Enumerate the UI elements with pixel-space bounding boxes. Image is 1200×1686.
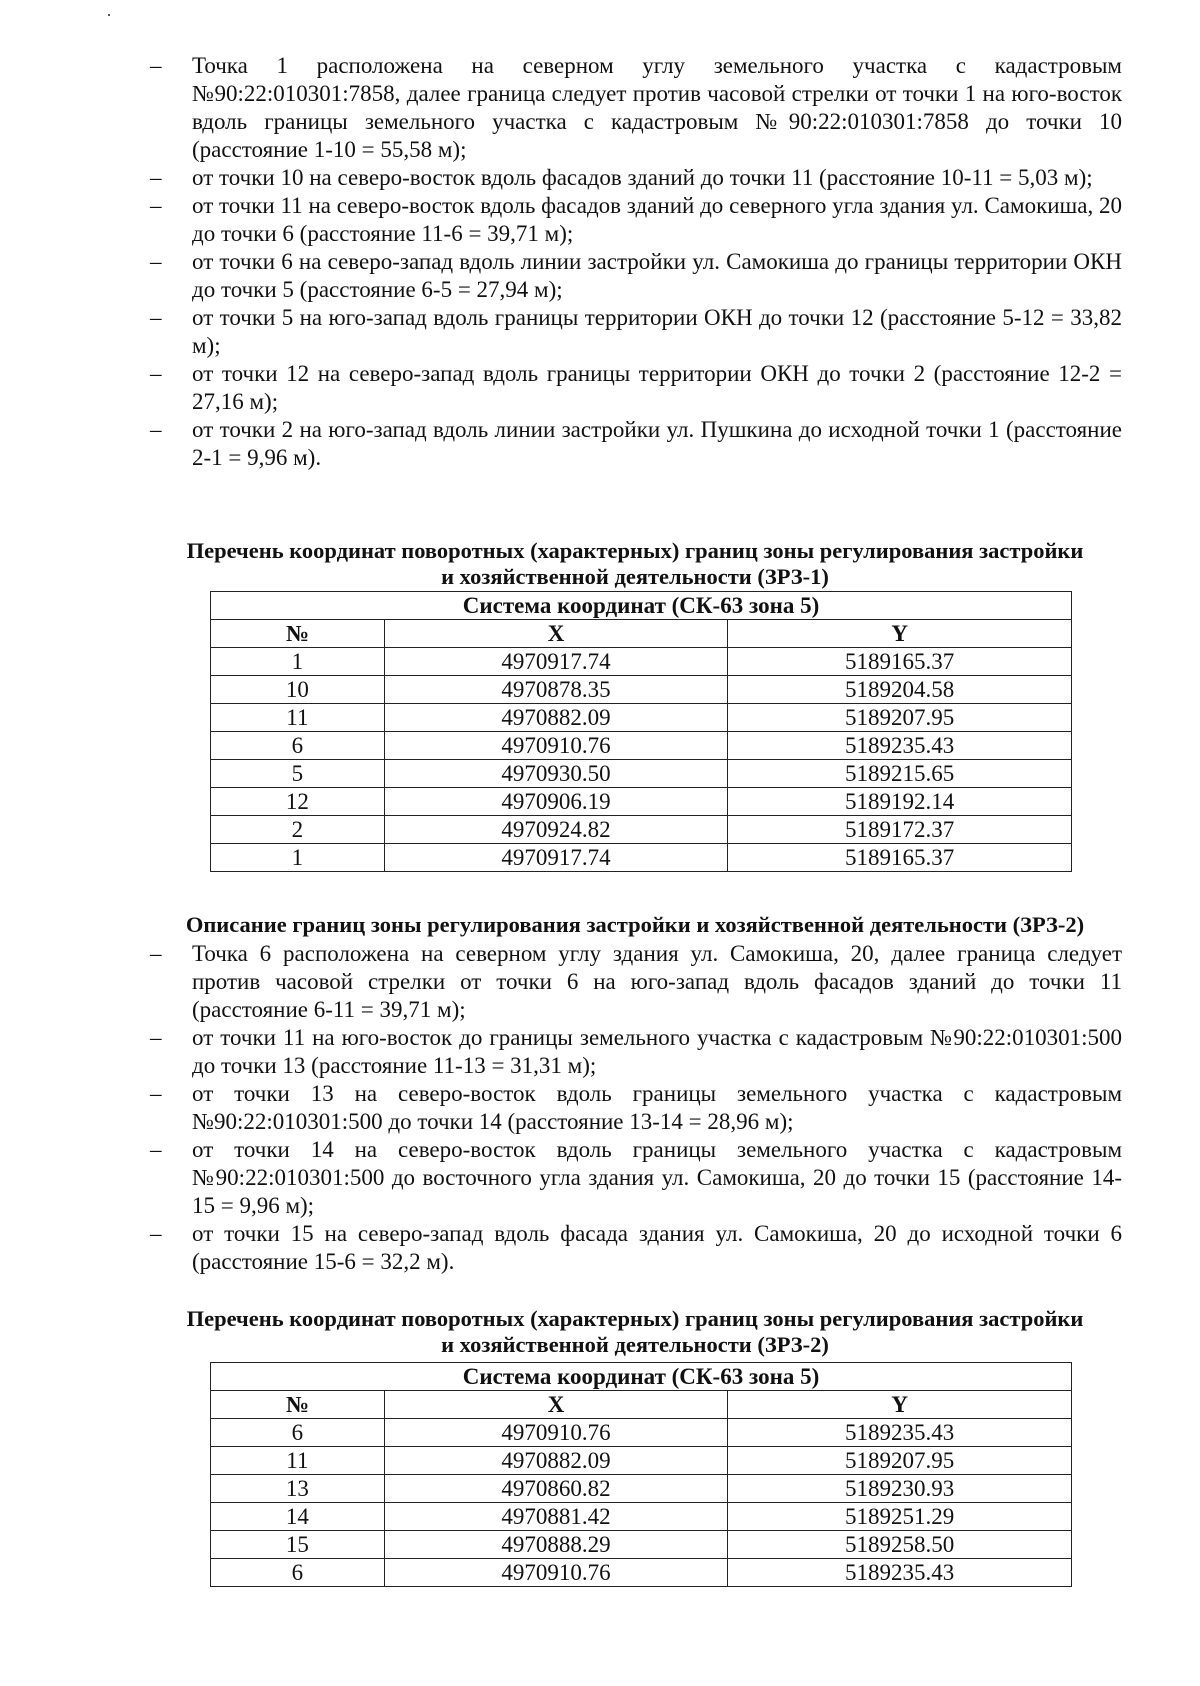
table-row xyxy=(211,788,1072,816)
cell-x: 4970910.76 xyxy=(384,1419,728,1447)
col-header-y: Y xyxy=(728,1391,1072,1419)
table2-heading-line2: и хозяйственной деятельности (ЗРЗ-2) xyxy=(441,1332,829,1357)
cell-x: 4970917.74 xyxy=(384,648,728,676)
table-row xyxy=(211,1475,1072,1503)
table-row xyxy=(211,1531,1072,1559)
cell-y: 5189207.95 xyxy=(728,704,1072,732)
coordinate-system-header: Система координат (СК-63 зона 5) xyxy=(211,1363,1072,1391)
cell-number: 11 xyxy=(211,1447,385,1475)
list-item: – Точка 1 расположена на северном углу земельного участка с кадастровым №90:22:010301:7858, далее граница следует против часовой стрелки от точки 1 на юго-восток вдоль границы земельного участка с кадастровым №90:22:010301:7858 до точки 10 (расстояние 1-10 = 55,58 м); xyxy=(150,53,1122,162)
list-item: – от точки 14 на северо-восток вдоль границы земельного участка с кадастровым №90:22:010301:500 до восточного угла здания ул. Самокиша, 20 до точки 15 (расстояние 14-15 = 9,96 м); xyxy=(150,1137,1122,1218)
cell-number: 13 xyxy=(211,1475,385,1503)
list-item: – от точки 15 на северо-запад вдоль фасада здания ул. Самокиша, 20 до исходной точки 6 (расстояние 15-6 = 32,2 м). xyxy=(150,1221,1122,1274)
list-item: – от точки 5 на юго-запад вдоль границы территории ОКН до точки 12 (расстояние 5-12 = 33,82 м); xyxy=(150,305,1122,358)
cell-number: 11 xyxy=(211,704,385,732)
cell-number: 1 xyxy=(211,648,385,676)
section-heading: Описание границ зоны регулирования застройки и хозяйственной деятельности (ЗРЗ-2) xyxy=(185,912,1085,937)
table-row xyxy=(211,676,1072,704)
table-row xyxy=(211,704,1072,732)
table-row xyxy=(211,648,1072,676)
cell-x: 4970878.35 xyxy=(384,676,728,704)
list-item-text: от точки 15 на северо-запад вдоль фасада здания ул. Самокиша, 20 до исходной точки 6 (расстояние 15-6 = 32,2 м). xyxy=(192,1221,1122,1274)
table1-heading-line2: и хозяйственной деятельности (ЗРЗ-1) xyxy=(441,564,829,589)
cell-x: 4970882.09 xyxy=(384,704,728,732)
list-item: – от точки 10 на северо-восток вдоль фасадов зданий до точки 11 (расстояние 10-11 = 5,03 м); xyxy=(150,164,1122,192)
table-row xyxy=(211,1419,1072,1447)
zrz2-boundary-description xyxy=(150,940,1122,1276)
cell-x: 4970881.42 xyxy=(384,1503,728,1531)
cell-y: 5189165.37 xyxy=(728,844,1072,872)
cell-number: 12 xyxy=(211,788,385,816)
table2-heading xyxy=(140,1306,1130,1358)
list-item-text: от точки 5 на юго-запад вдоль границы территории ОКН до точки 12 (расстояние 5-12 = 33,82 м); xyxy=(192,305,1122,358)
coordinate-system-header: Система координат (СК-63 зона 5) xyxy=(211,592,1072,620)
cell-y: 5189215.65 xyxy=(728,760,1072,788)
cell-number: 1 xyxy=(211,844,385,872)
list-item: – от точки 11 на юго-восток до границы земельного участка с кадастровым №90:22:010301:500 до точки 13 (расстояние 11-13 = 31,31 м); xyxy=(150,1025,1122,1078)
cell-number: 15 xyxy=(211,1531,385,1559)
cell-number: 6 xyxy=(211,732,385,760)
cell-y: 5189251.29 xyxy=(728,1503,1072,1531)
cell-y: 5189207.95 xyxy=(728,1447,1072,1475)
cell-number: 2 xyxy=(211,816,385,844)
cell-x: 4970924.82 xyxy=(384,816,728,844)
list-item-text: от точки 14 на северо-восток вдоль границы земельного участка с кадастровым №90:22:010301:500 до восточного угла здания ул. Самокиша, 20 до точки 15 (расстояние 14-15 = 9,96 м); xyxy=(192,1137,1122,1218)
col-header-x: X xyxy=(384,1391,728,1419)
cell-x: 4970910.76 xyxy=(384,1559,728,1587)
table2-heading-line1: Перечень координат поворотных (характерных) границ зоны регулирования застройки xyxy=(186,1306,1084,1331)
table-row xyxy=(211,844,1072,872)
cell-y: 5189235.43 xyxy=(728,1559,1072,1587)
list-item: – от точки 6 на северо-запад вдоль линии застройки ул. Самокиша до границы территории ОКН до точки 5 (расстояние 6-5 = 27,94 м); xyxy=(150,249,1122,302)
cell-y: 5189204.58 xyxy=(728,676,1072,704)
cell-number: 10 xyxy=(211,676,385,704)
cell-number: 6 xyxy=(211,1559,385,1587)
list-item-text: от точки 13 на северо-восток вдоль границы земельного участка с кадастровым №90:22:010301:500 до точки 14 (расстояние 13-14 = 28,96 м); xyxy=(192,1081,1122,1134)
list-item: – от точки 2 на юго-запад вдоль линии застройки ул. Пушкина до исходной точки 1 (расстояние 2-1 = 9,96 м). xyxy=(150,417,1122,470)
list-item: – Точка 6 расположена на северном углу здания ул. Самокиша, 20, далее граница следует против часовой стрелки от точки 6 на юго-запад вдоль фасадов зданий до точки 11 (расстояние 6-11 = 39,71 м); xyxy=(150,941,1122,1022)
table1-heading xyxy=(140,538,1130,590)
cell-number: 6 xyxy=(211,1419,385,1447)
cell-x: 4970930.50 xyxy=(384,760,728,788)
cell-y: 5189165.37 xyxy=(728,648,1072,676)
list-item-text: Точка 1 расположена на северном углу земельного участка с кадастровым №90:22:010301:7858, далее граница следует против часовой стрелки от точки 1 на юго-восток вдоль границы земельного участка с кадастровым №90:22:010301:7858 до точки 10 (расстояние 1-10 = 55,58 м); xyxy=(192,53,1122,162)
cell-y: 5189258.50 xyxy=(728,1531,1072,1559)
list-item-text: от точки 11 на северо-восток вдоль фасадов зданий до северного угла здания ул. Самокиша, 20 до точки 6 (расстояние 11-6 = 39,71 м); xyxy=(192,193,1122,246)
table-row xyxy=(211,1559,1072,1587)
cell-x: 4970888.29 xyxy=(384,1531,728,1559)
coordinates-table-zrz2 xyxy=(210,1362,1072,1587)
list-item-text: от точки 11 на юго-восток до границы земельного участка с кадастровым №90:22:010301:500 до точки 13 (расстояние 11-13 = 31,31 м); xyxy=(192,1025,1122,1078)
cell-y: 5189230.93 xyxy=(728,1475,1072,1503)
col-header-number: № xyxy=(211,1391,385,1419)
cell-x: 4970917.74 xyxy=(384,844,728,872)
col-header-x: X xyxy=(384,620,728,648)
zrz2-description-heading xyxy=(140,912,1130,938)
list-item-text: Точка 6 расположена на северном углу здания ул. Самокиша, 20, далее граница следует против часовой стрелки от точки 6 на юго-запад вдоль фасадов зданий до точки 11 (расстояние 6-11 = 39,71 м); xyxy=(192,941,1122,1022)
list-item: – от точки 13 на северо-восток вдоль границы земельного участка с кадастровым №90:22:010301:500 до точки 14 (расстояние 13-14 = 28,96 м); xyxy=(150,1081,1122,1134)
cell-number: 5 xyxy=(211,760,385,788)
cell-y: 5189235.43 xyxy=(728,732,1072,760)
list-item: – от точки 11 на северо-восток вдоль фасадов зданий до северного угла здания ул. Самокиша, 20 до точки 6 (расстояние 11-6 = 39,71 м); xyxy=(150,193,1122,246)
table-row xyxy=(211,760,1072,788)
table1-heading-line1: Перечень координат поворотных (характерных) границ зоны регулирования застройки xyxy=(186,538,1084,563)
table-row xyxy=(211,1447,1072,1475)
list-item-text: от точки 6 на северо-запад вдоль линии застройки ул. Самокиша до границы территории ОКН до точки 5 (расстояние 6-5 = 27,94 м); xyxy=(192,249,1122,302)
scan-speck xyxy=(108,14,110,16)
coordinates-table-zrz1 xyxy=(210,591,1072,872)
list-item: – от точки 12 на северо-запад вдоль границы территории ОКН до точки 2 (расстояние 12-2 = 27,16 м); xyxy=(150,361,1122,414)
cell-x: 4970910.76 xyxy=(384,732,728,760)
cell-y: 5189192.14 xyxy=(728,788,1072,816)
list-item-text: от точки 10 на северо-восток вдоль фасадов зданий до точки 11 (расстояние 10-11 = 5,03 м); xyxy=(192,165,1093,190)
table-row xyxy=(211,1503,1072,1531)
cell-y: 5189235.43 xyxy=(728,1419,1072,1447)
cell-x: 4970906.19 xyxy=(384,788,728,816)
list-item-text: от точки 12 на северо-запад вдоль границы территории ОКН до точки 2 (расстояние 12-2 = 27,16 м); xyxy=(192,361,1122,414)
cell-number: 14 xyxy=(211,1503,385,1531)
col-header-y: Y xyxy=(728,620,1072,648)
cell-x: 4970882.09 xyxy=(384,1447,728,1475)
cell-y: 5189172.37 xyxy=(728,816,1072,844)
col-header-number: № xyxy=(211,620,385,648)
table-row xyxy=(211,816,1072,844)
cell-x: 4970860.82 xyxy=(384,1475,728,1503)
zrz1-boundary-description xyxy=(150,52,1122,472)
list-item-text: от точки 2 на юго-запад вдоль линии застройки ул. Пушкина до исходной точки 1 (расстояние 2-1 = 9,96 м). xyxy=(192,417,1122,470)
table-row xyxy=(211,732,1072,760)
